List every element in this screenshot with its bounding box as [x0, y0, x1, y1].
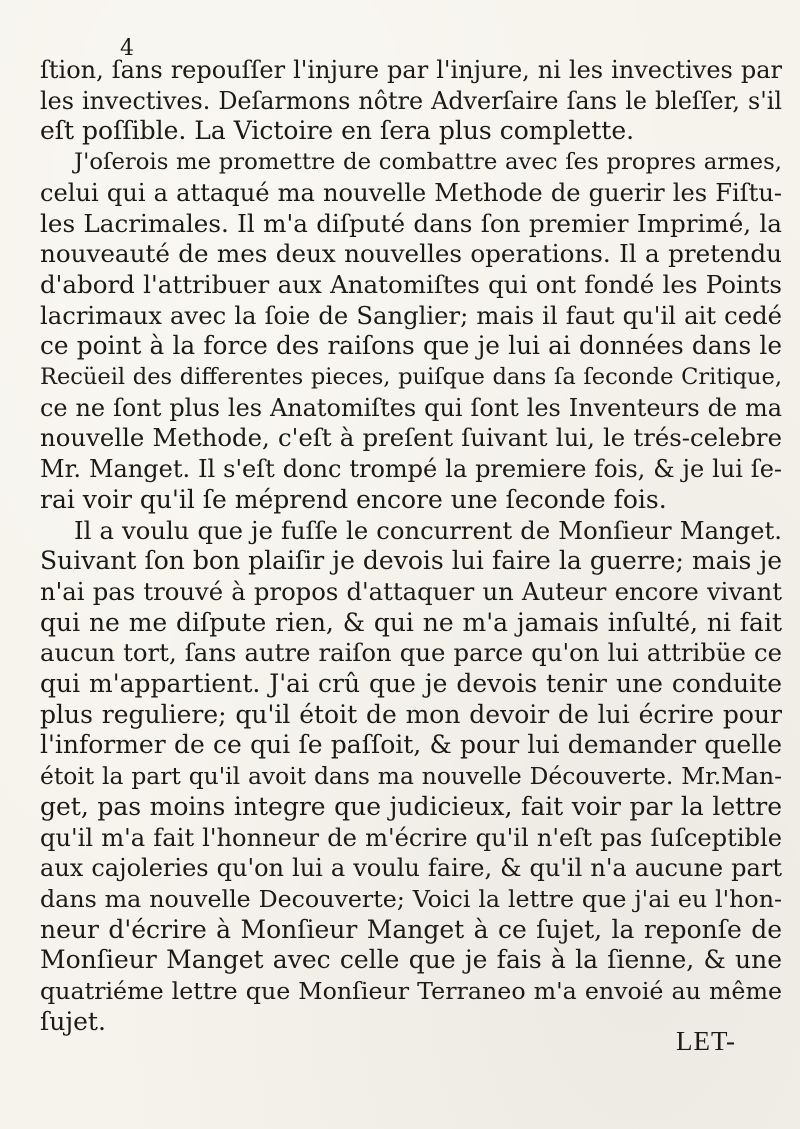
- text-line: d'abord l'attribuer aux Anatomiſtes qui ont fondé les Points: [40, 269, 782, 299]
- text-line: quatriéme lettre que Monſieur Terraneo m'a envoié au même: [40, 977, 782, 1006]
- text-line: aucun tort, ſans autre raiſon que parce qu'on lui attribüe ce: [40, 638, 782, 668]
- text-line: nouveauté de mes deux nouvelles operations. Il a pretendu: [40, 239, 782, 269]
- text-line: ce ne ſont plus les Anatomiſtes qui ſont les Inventeurs de ma: [40, 393, 782, 422]
- text-line: n'ai pas trouvé à propos d'attaquer un Auteur encore vivant: [40, 576, 782, 606]
- text-line: étoit la part qu'il avoit dans ma nouvelle Découverte. Mr.Man-: [40, 762, 782, 791]
- text-line: qui m'appartient. J'ai crû que je devois tenir une conduite: [40, 669, 782, 699]
- text-line: ce point à la force des raiſons que je lui ai données dans le: [40, 331, 782, 361]
- text-line: get, pas moins integre que judicieux, fait voir par la lettre: [40, 791, 782, 821]
- text-line: celui qui a attaqué ma nouvelle Methode de guerir les Fiſtu-: [40, 178, 782, 207]
- text-line: ſujet.: [40, 1006, 106, 1036]
- page-number: 4: [120, 36, 135, 61]
- text-line: qu'il m'a fait l'honneur de m'écrire qu'il n'eſt pas ſuſceptible: [40, 823, 782, 852]
- text-line: rai voir qu'il ſe méprend encore une ſeconde fois.: [40, 484, 667, 514]
- text-line: J'oſerois me promettre de combattre avec ſes propres armes,: [74, 149, 782, 176]
- text-line: lacrimaux avec la ſoie de Sanglier; mais il faut qu'il ait cedé: [40, 300, 782, 330]
- text-line: les invectives. Deſarmons nôtre Adverſaire ſans le bleſſer, s'il: [40, 86, 782, 115]
- body-text: [40, 55, 782, 1038]
- text-line: Il a voulu que je fuſſe le concurrent de Monſieur Manget.: [74, 515, 782, 545]
- text-line: nouvelle Methode, c'eſt à preſent ſuivant lui, le trés-celebre: [40, 423, 782, 453]
- text-line: neur d'écrire à Monſieur Manget à ce ſujet, la reponſe de: [40, 914, 782, 944]
- text-line: Monſieur Manget avec celle que je fais à la ſienne, & une: [40, 945, 782, 975]
- text-line: aux cajoleries qu'on lui a voulu faire, & qu'il n'a aucune part: [40, 854, 782, 883]
- text-line: ſtion, ſans repouſſer l'injure par l'injure, ni les invectives par: [40, 56, 782, 84]
- text-line: Suivant ſon bon plaiſir je devois lui faire la guerre; mais je: [40, 546, 782, 576]
- text-line: dans ma nouvelle Decouverte; Voici la lettre que j'ai eu l'hon-: [40, 884, 782, 913]
- catchword: LET-: [676, 1026, 736, 1056]
- text-line: qui ne me diſpute rien, & qui ne m'a jamais inſulté, ni fait: [40, 607, 782, 637]
- text-line: les Lacrimales. Il m'a diſputé dans ſon premier Imprimé, la: [40, 208, 782, 238]
- text-line: eſt poſſible. La Victoire en ſera plus complette.: [40, 116, 635, 146]
- text-line: plus reguliere; qu'il étoit de mon devoir de lui écrire pour: [40, 699, 782, 729]
- text-line: Recüeil des differentes pieces, puiſque dans ſa ſeconde Critique,: [40, 364, 782, 391]
- text-line: l'informer de ce qui ſe paſſoit, & pour lui demander quelle: [40, 730, 782, 760]
- text-line: Mr. Manget. Il s'eſt donc trompé la premiere fois, & je lui ſe-: [40, 455, 782, 484]
